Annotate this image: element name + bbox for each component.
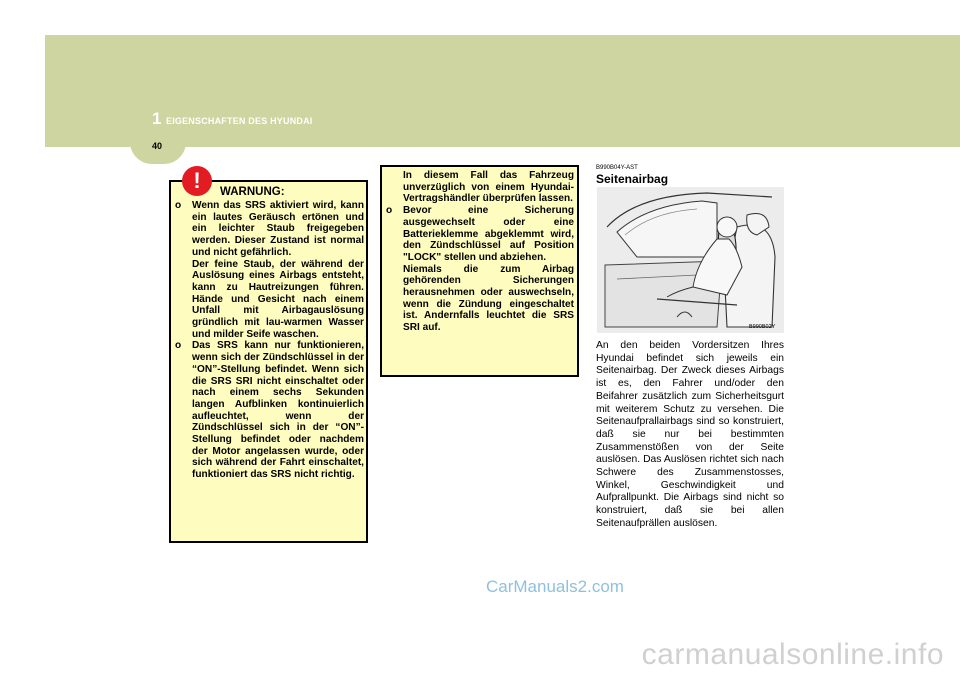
bullet: o: [175, 340, 182, 352]
warning-item: [386, 205, 574, 264]
side-airbag-drawing: [597, 187, 784, 333]
warning-title: WARNUNG:: [220, 186, 285, 198]
warning-item-text: Das SRS kann nur funktionieren, wenn sich der Zündschlüssel in der “ON”-Stellung befindet. Wenn sich die SRS SRI nicht einschaltet oder nach einem sechs Sekunden langen Aufblinken kontinuierlich aufleuchtet, wenn der Zündschlüssel sich in der “ON”-Stellung befindet oder nachdem der Motor angelassen wurde, oder sich während der Fahrt einschaltet, funktioniert das SRS nicht richtig.: [192, 340, 364, 481]
section-ref-code: B990B04Y-AST: [596, 165, 638, 171]
section-body: An den beiden Vordersitzen Ihres Hyundai befindet sich jeweils ein Seitenairbag. Der Zweck dieses Airbags ist es, den Fahrer und/oder den Beifahrer zusätzlich zum Sicherheitsgurt mit weiterem Schutz zu versehen. Die Seitenaufprallairbags sind so konstruiert, daß sie nur bei bestimmten Zusammenstößen von der Seite auslösen. Das Auslösen richtet sich nach Schwere des Zusammenstosses, Winkel, Geschwindigkeit und Aufprallpunkt. Die Airbags sind nicht so konstruiert, daß sie bei allen Seitenaufprällen auslösen.: [596, 340, 784, 529]
warning-item-continuation-text: Niemals die zum Airbag gehörenden Sicherungen herausnehmen oder auswechseln, wenn die Zündung eingeschaltet ist. Andernfalls leuchtet die SRS SRI auf.: [403, 263, 574, 334]
bullet: o: [386, 205, 393, 217]
warning-intro: In diesem Fall das Fahrzeug unverzüglich von einem Hyundai-Vertragshändler überprüfen lassen.: [403, 170, 574, 205]
warning-item-text: Wenn das SRS aktiviert wird, kann ein lautes Geräusch ertönen und ein leichter Staub freigegeben werden. Dieser Zustand ist normal und nicht gefährlich.: [192, 200, 364, 258]
image-ref-code: B990B02Y: [749, 324, 776, 330]
warning-item: [175, 200, 364, 259]
warning-item-continuation-text: Der feine Staub, der während der Auslösung eines Airbags entsteht, kann zu Hautreizungen führen. Hände und Gesicht nach einem Unfall mit Airbagauslösung gründlich mit lau-warmen Wasser und milder Seife waschen.: [192, 258, 364, 340]
warning-item-continuation: [386, 264, 574, 334]
chapter-number: 1: [152, 109, 162, 128]
side-airbag-illustration: [597, 187, 784, 333]
warning-item-text: Bevor eine Sicherung ausgewechselt oder eine Batterieklemme abgeklemmt wird, den Zündschlüssel auf Position "LOCK" stellen und abziehen.: [403, 205, 574, 263]
watermark-online[interactable]: carmanualsonline.info: [641, 638, 944, 671]
bullet: o: [175, 200, 182, 211]
page-number: 40: [152, 141, 163, 151]
warning-list-left: [175, 200, 364, 481]
section-title: Seitenairbag: [596, 172, 669, 186]
watermark-carmanuals[interactable]: CarManuals2.com: [486, 577, 624, 596]
warning-item: [175, 340, 364, 480]
chapter-title: EIGENSCHAFTEN DES HYUNDAI: [166, 116, 313, 126]
warning-icon: !: [182, 166, 212, 196]
warning-item-continuation: [175, 259, 364, 341]
warning-list-right: [386, 170, 574, 334]
